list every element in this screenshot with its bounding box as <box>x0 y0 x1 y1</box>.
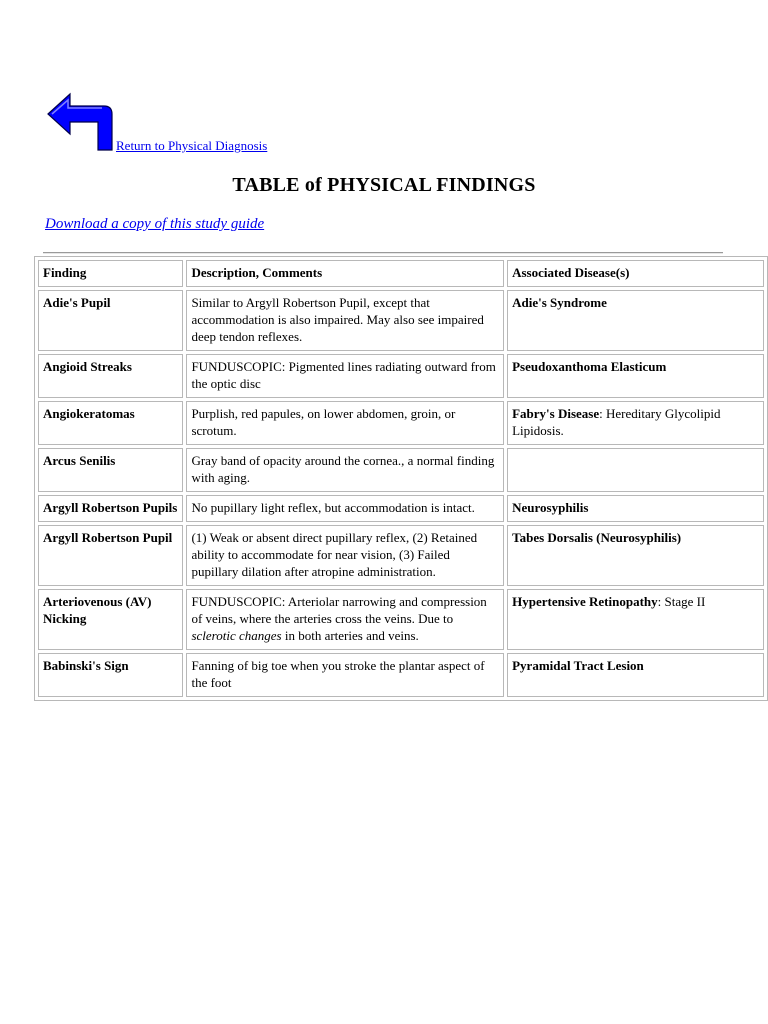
header-disease: Associated Disease(s) <box>507 260 764 287</box>
finding-cell: Argyll Robertson Pupil <box>38 525 183 586</box>
disease-detail: : Hereditary Glycolipid <box>599 406 721 421</box>
description-cell: Fanning of big toe when you stroke the plantar aspect of the foot <box>186 653 504 697</box>
disease-cell <box>507 290 764 351</box>
finding-cell: Argyll Robertson Pupils <box>38 495 183 522</box>
back-arrow-icon[interactable] <box>46 92 114 152</box>
table-row <box>38 589 764 650</box>
horizontal-divider <box>43 252 723 254</box>
disease-cell <box>507 401 764 445</box>
disease-name: Tabes Dorsalis (Neurosyphilis) <box>512 530 682 545</box>
description-text: FUNDUSCOPIC: Arteriolar narrowing and compression of veins, where the arteries cross the veins. Due to <box>191 594 487 626</box>
disease-cell <box>507 448 764 492</box>
table-row <box>38 401 764 445</box>
finding-cell: Angiokeratomas <box>38 401 183 445</box>
finding-cell: Adie's Pupil <box>38 290 183 351</box>
header-description: Description, Comments <box>186 260 504 287</box>
page-title: TABLE of PHYSICAL FINDINGS <box>232 174 536 196</box>
table-row <box>38 495 764 522</box>
download-study-guide-link[interactable]: Download a copy of this study guide <box>45 216 265 232</box>
table-row <box>38 653 764 697</box>
description-cell: (1) Weak or absent direct pupillary reflex, (2) Retained ability to accommodate for near vision, (3) Failed pupillary dilation after atropine administration. <box>186 525 504 586</box>
header-finding: Finding <box>38 260 183 287</box>
table-row <box>38 525 764 586</box>
description-cell: FUNDUSCOPIC: Pigmented lines radiating outward from the optic disc <box>186 354 504 398</box>
description-cell <box>186 589 504 650</box>
description-cell: Purplish, red papules, on lower abdomen, groin, or scrotum. <box>186 401 504 445</box>
finding-cell: Arcus Senilis <box>38 448 183 492</box>
disease-detail: : Stage II <box>657 594 706 609</box>
table-header-row <box>38 260 764 287</box>
disease-name: Pseudoxanthoma Elasticum <box>512 359 667 374</box>
disease-cell <box>507 525 764 586</box>
disease-name: Neurosyphilis <box>512 500 589 515</box>
disease-cell <box>507 653 764 697</box>
table-row <box>38 448 764 492</box>
disease-name: Pyramidal Tract Lesion <box>512 658 644 673</box>
description-cell: No pupillary light reflex, but accommodation is intact. <box>186 495 504 522</box>
finding-cell: Babinski's Sign <box>38 653 183 697</box>
description-emphasis: sclerotic changes <box>191 628 282 643</box>
disease-name: Adie's Syndrome <box>512 295 607 310</box>
disease-cell <box>507 589 764 650</box>
finding-cell: Angioid Streaks <box>38 354 183 398</box>
description-cell: Gray band of opacity around the cornea., a normal finding with aging. <box>186 448 504 492</box>
disease-cell <box>507 354 764 398</box>
description-cell: Similar to Argyll Robertson Pupil, except that accommodation is also impaired. May also see impaired deep tendon reflexes. <box>186 290 504 351</box>
table-row <box>38 354 764 398</box>
return-link[interactable]: Return to Physical Diagnosis <box>116 138 268 153</box>
disease-detail-line2: Lipidosis. <box>512 423 564 438</box>
finding-cell: Arteriovenous (AV) Nicking <box>38 589 183 650</box>
disease-name: Hypertensive Retinopathy <box>512 594 658 609</box>
disease-name: Fabry's Disease <box>512 406 600 421</box>
disease-cell <box>507 495 764 522</box>
description-text-end: in both arteries and veins. <box>281 628 419 643</box>
table-row <box>38 290 764 351</box>
physical-findings-table <box>34 256 768 701</box>
